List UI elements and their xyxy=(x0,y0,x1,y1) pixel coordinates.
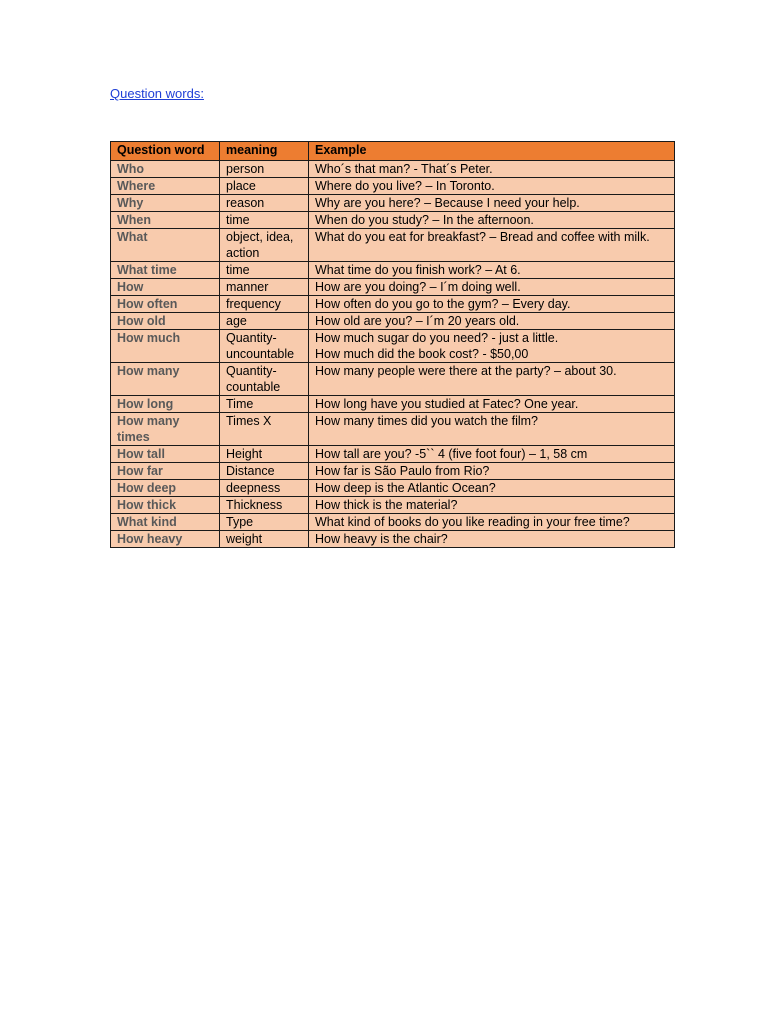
meaning-cell: Quantity-uncountable xyxy=(220,330,309,363)
table-row xyxy=(111,446,675,463)
meaning-cell: time xyxy=(220,212,309,229)
question-word-cell: How heavy xyxy=(111,531,220,548)
example-cell: What time do you finish work? – At 6. xyxy=(309,262,675,279)
table-row xyxy=(111,396,675,413)
table-row xyxy=(111,296,675,313)
example-cell: How many times did you watch the film? xyxy=(309,413,675,446)
meaning-cell: time xyxy=(220,262,309,279)
meaning-cell: Type xyxy=(220,514,309,531)
column-header-example: Example xyxy=(309,142,675,161)
column-header-question-word: Question word xyxy=(111,142,220,161)
table-header xyxy=(111,142,675,161)
question-word-cell: What xyxy=(111,229,220,262)
table-row xyxy=(111,363,675,396)
question-words-table xyxy=(110,141,675,548)
meaning-cell: person xyxy=(220,161,309,178)
example-cell: Where do you live? – In Toronto. xyxy=(309,178,675,195)
meaning-cell: Height xyxy=(220,446,309,463)
question-word-cell: How often xyxy=(111,296,220,313)
question-word-cell: How many times xyxy=(111,413,220,446)
question-word-cell: How many xyxy=(111,363,220,396)
question-word-cell: When xyxy=(111,212,220,229)
table-row xyxy=(111,497,675,514)
example-cell: Why are you here? – Because I need your help. xyxy=(309,195,675,212)
table-row xyxy=(111,178,675,195)
question-word-cell: How much xyxy=(111,330,220,363)
example-cell: How old are you? – I´m 20 years old. xyxy=(309,313,675,330)
question-word-cell: What kind xyxy=(111,514,220,531)
meaning-cell: Thickness xyxy=(220,497,309,514)
question-word-cell: Where xyxy=(111,178,220,195)
example-cell: How are you doing? – I´m doing well. xyxy=(309,279,675,296)
meaning-cell: reason xyxy=(220,195,309,212)
table-row xyxy=(111,262,675,279)
example-cell: How often do you go to the gym? – Every day. xyxy=(309,296,675,313)
question-word-cell: Who xyxy=(111,161,220,178)
question-word-cell: How long xyxy=(111,396,220,413)
table-header-row xyxy=(111,142,675,161)
example-cell: How many people were there at the party? – about 30. xyxy=(309,363,675,396)
column-header-meaning: meaning xyxy=(220,142,309,161)
table-row xyxy=(111,279,675,296)
table-row xyxy=(111,195,675,212)
question-word-cell: How deep xyxy=(111,480,220,497)
question-word-cell: How thick xyxy=(111,497,220,514)
question-word-cell: How tall xyxy=(111,446,220,463)
table-row xyxy=(111,161,675,178)
table-row xyxy=(111,229,675,262)
example-cell: How heavy is the chair? xyxy=(309,531,675,548)
meaning-cell: Distance xyxy=(220,463,309,480)
question-word-cell: What time xyxy=(111,262,220,279)
meaning-cell: Quantity-countable xyxy=(220,363,309,396)
example-cell: How thick is the material? xyxy=(309,497,675,514)
example-cell: How much sugar do you need? - just a little. How much did the book cost? - $50,00 xyxy=(309,330,675,363)
meaning-cell: manner xyxy=(220,279,309,296)
table-row xyxy=(111,330,675,363)
table-body xyxy=(111,161,675,548)
question-word-cell: How old xyxy=(111,313,220,330)
meaning-cell: Time xyxy=(220,396,309,413)
meaning-cell: object, idea, action xyxy=(220,229,309,262)
question-word-cell: How far xyxy=(111,463,220,480)
table-row xyxy=(111,463,675,480)
meaning-cell: frequency xyxy=(220,296,309,313)
meaning-cell: weight xyxy=(220,531,309,548)
meaning-cell: place xyxy=(220,178,309,195)
question-word-cell: How xyxy=(111,279,220,296)
table-row xyxy=(111,313,675,330)
example-cell: How deep is the Atlantic Ocean? xyxy=(309,480,675,497)
meaning-cell: age xyxy=(220,313,309,330)
example-cell: How tall are you? -5`` 4 (five foot four) – 1, 58 cm xyxy=(309,446,675,463)
example-cell: How far is São Paulo from Rio? xyxy=(309,463,675,480)
question-word-cell: Why xyxy=(111,195,220,212)
example-cell: When do you study? – In the afternoon. xyxy=(309,212,675,229)
meaning-cell: deepness xyxy=(220,480,309,497)
example-cell: Who´s that man? - That´s Peter. xyxy=(309,161,675,178)
example-cell: What do you eat for breakfast? – Bread and coffee with milk. xyxy=(309,229,675,262)
example-cell: How long have you studied at Fatec? One year. xyxy=(309,396,675,413)
table-row xyxy=(111,531,675,548)
question-words-heading-link[interactable]: Question words: xyxy=(110,86,204,101)
example-cell: What kind of books do you like reading in your free time? xyxy=(309,514,675,531)
table-row xyxy=(111,413,675,446)
meaning-cell: Times X xyxy=(220,413,309,446)
table-row xyxy=(111,514,675,531)
table-row xyxy=(111,212,675,229)
table-row xyxy=(111,480,675,497)
